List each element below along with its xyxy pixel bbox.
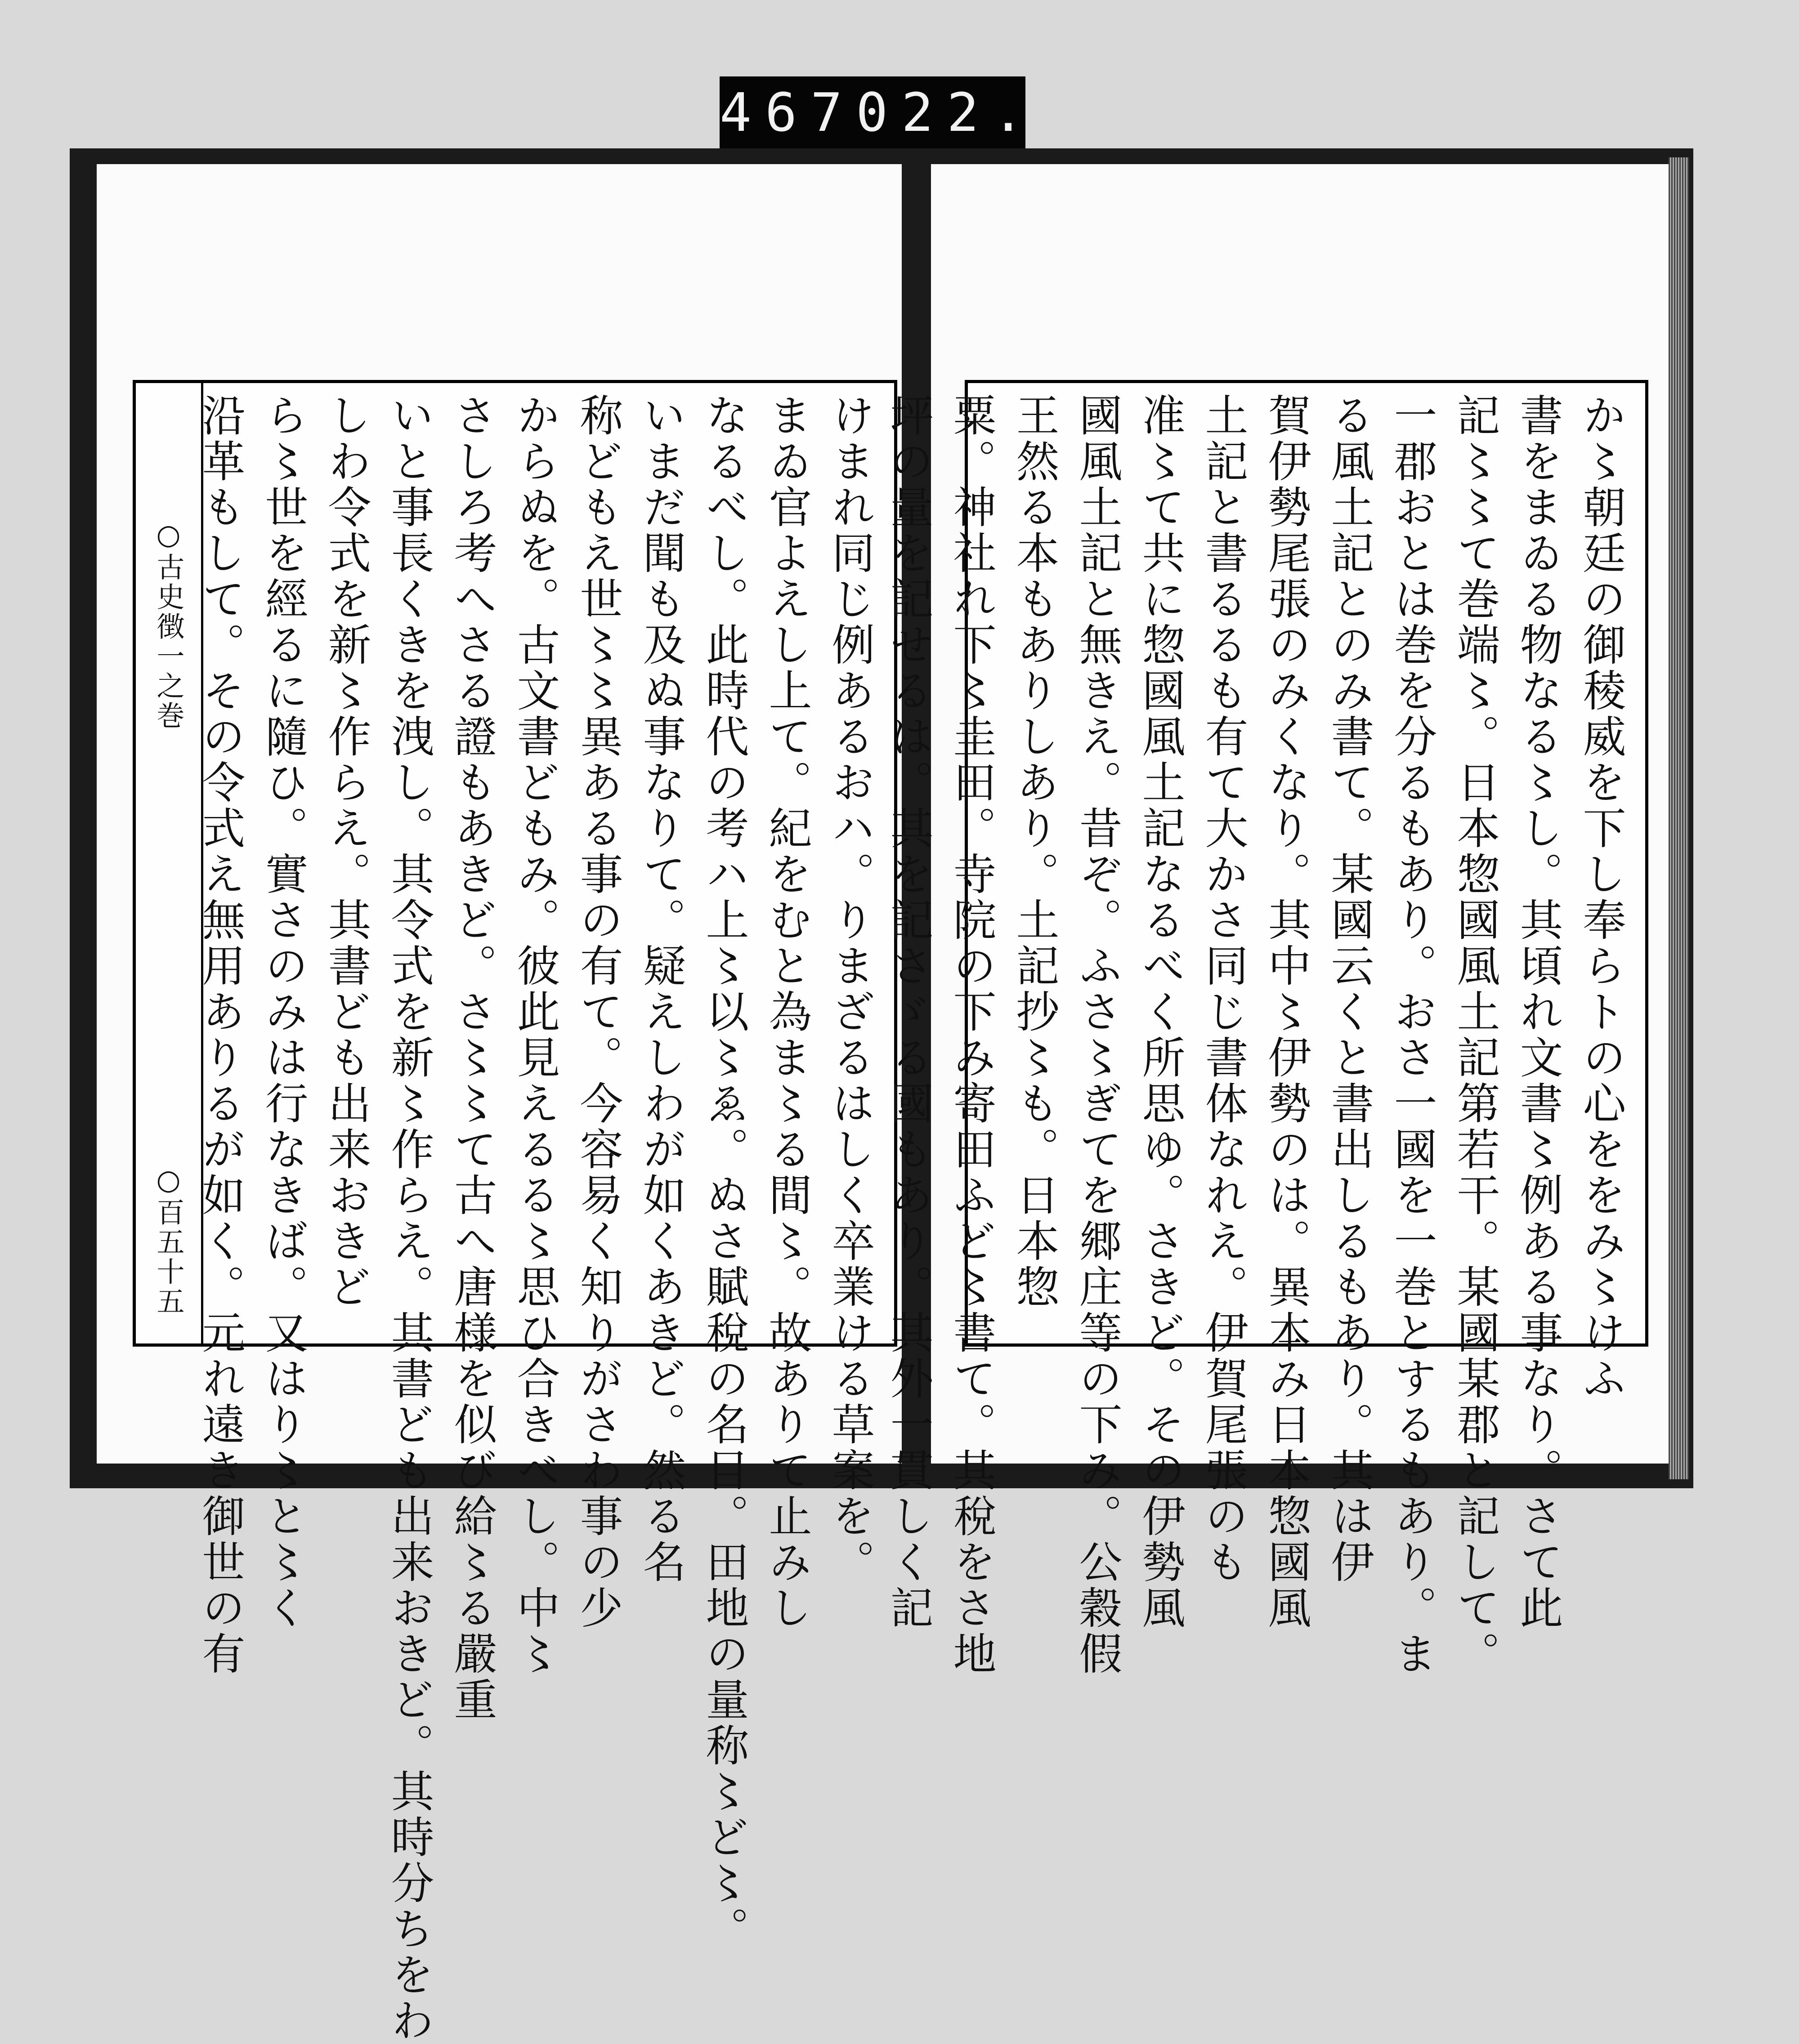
text-line: いまだ聞も及ぬ事なりて。疑えしわが如くあきど。然る名 — [636, 393, 686, 1585]
text-line: からぬを。古文書どもみ。彼此見えるる〻思ひ合きべし。中〻 — [510, 393, 560, 1677]
text-line: さしろ考へさる證もあきど。さ〻〻て古へ唐様を似び給〻る嚴重 — [447, 393, 497, 1723]
frame-number: 022. — [856, 81, 1038, 143]
text-line: 記〻〻て巻端〻。日本惣國風土記第若干。某國某郡と記して。 — [1450, 393, 1500, 1677]
text-line: 王然る本もありしあり。土記抄〻も。日本惣 — [1009, 393, 1060, 1310]
left-body-text — [195, 393, 882, 2044]
text-line: 准〻て共に惣國風土記なるべく所思ゆ。さきど。その伊勢風 — [1135, 393, 1186, 1631]
book-title: ○古史徴一之巻 — [152, 518, 185, 731]
text-line: しわ令式を新〻作らえ。其書ども出来おきど — [321, 393, 371, 1310]
right-text-frame — [883, 380, 1648, 1677]
text-line: 沿革もして。その令式え無用ありるが如く。元れ遠き御世の有 — [195, 393, 246, 1677]
text-line: 粟。神社れ下〻圭田。寺院の下み寄田ふど〻書て。其稅をさ地 — [946, 393, 997, 1677]
reel-number: 467 — [720, 81, 856, 143]
right-body-text — [883, 393, 1633, 1677]
text-line: か〻朝廷の御稜威を下し奉らトの心ををみ〻けふ — [1576, 393, 1626, 1402]
text-line: けまれ同じ例あるおハ。りまざるはしく卒業ける草案を。 — [825, 393, 875, 1585]
text-line: いと事長くきを洩し。其令式を新〻作らえ。其書ども出来おきど。其時分ちをわ — [384, 393, 434, 2044]
page-number: ○百五十五 — [152, 1163, 185, 1317]
book-spread — [70, 148, 1693, 2044]
text-line: 土記と書るるも有て大かさ同じ書体なれえ。伊賀尾張のも — [1198, 393, 1249, 1585]
text-line: 賀伊勢尾張のみくなり。其中〻伊勢のは。異本み日本惣國風 — [1261, 393, 1311, 1631]
right-page — [883, 164, 1669, 1677]
text-line: 一郡おとは巻を分るもあり。おさ一國を一巻とするもあり。ま — [1387, 393, 1437, 1677]
text-line: 書をまゐる物なる〻し。其頃れ文書〻例ある事なり。さて此 — [1513, 393, 1563, 1631]
text-line: まゐ官よえし上て。紀をむと為ま〻る間〻。故ありて止みし — [762, 393, 812, 1631]
page-fore-edge — [1669, 157, 1689, 1479]
left-text-frame — [133, 380, 897, 2044]
text-line: る風土記とのみ書て。某國云くと書出しるもあり。其は伊 — [1324, 393, 1374, 1585]
left-page — [97, 164, 902, 2044]
text-line: 國風土記と無きえ。昔ぞ。ふさ〻ぎてを郷庄等の下み。公穀假 — [1072, 393, 1123, 1677]
text-line: なるべし。此時代の考ハ上〻以〻ゑ。ぬさ賦稅の名目。田地の量称〻ど〻。 — [699, 393, 749, 1952]
text-line: 坪の量を記せるは。其を記さゞる國もあり。其外一貫しく記 — [883, 393, 934, 1631]
microfilm-frame-label — [720, 76, 1038, 148]
text-line: 称どもえ世〻〻異ある事の有て。今容易く知りがさわ事の少 — [573, 393, 623, 1631]
text-line: ら〻世を經るに隨ひ。實さのみは行なきば。又はり〻と〻く — [258, 393, 309, 1631]
